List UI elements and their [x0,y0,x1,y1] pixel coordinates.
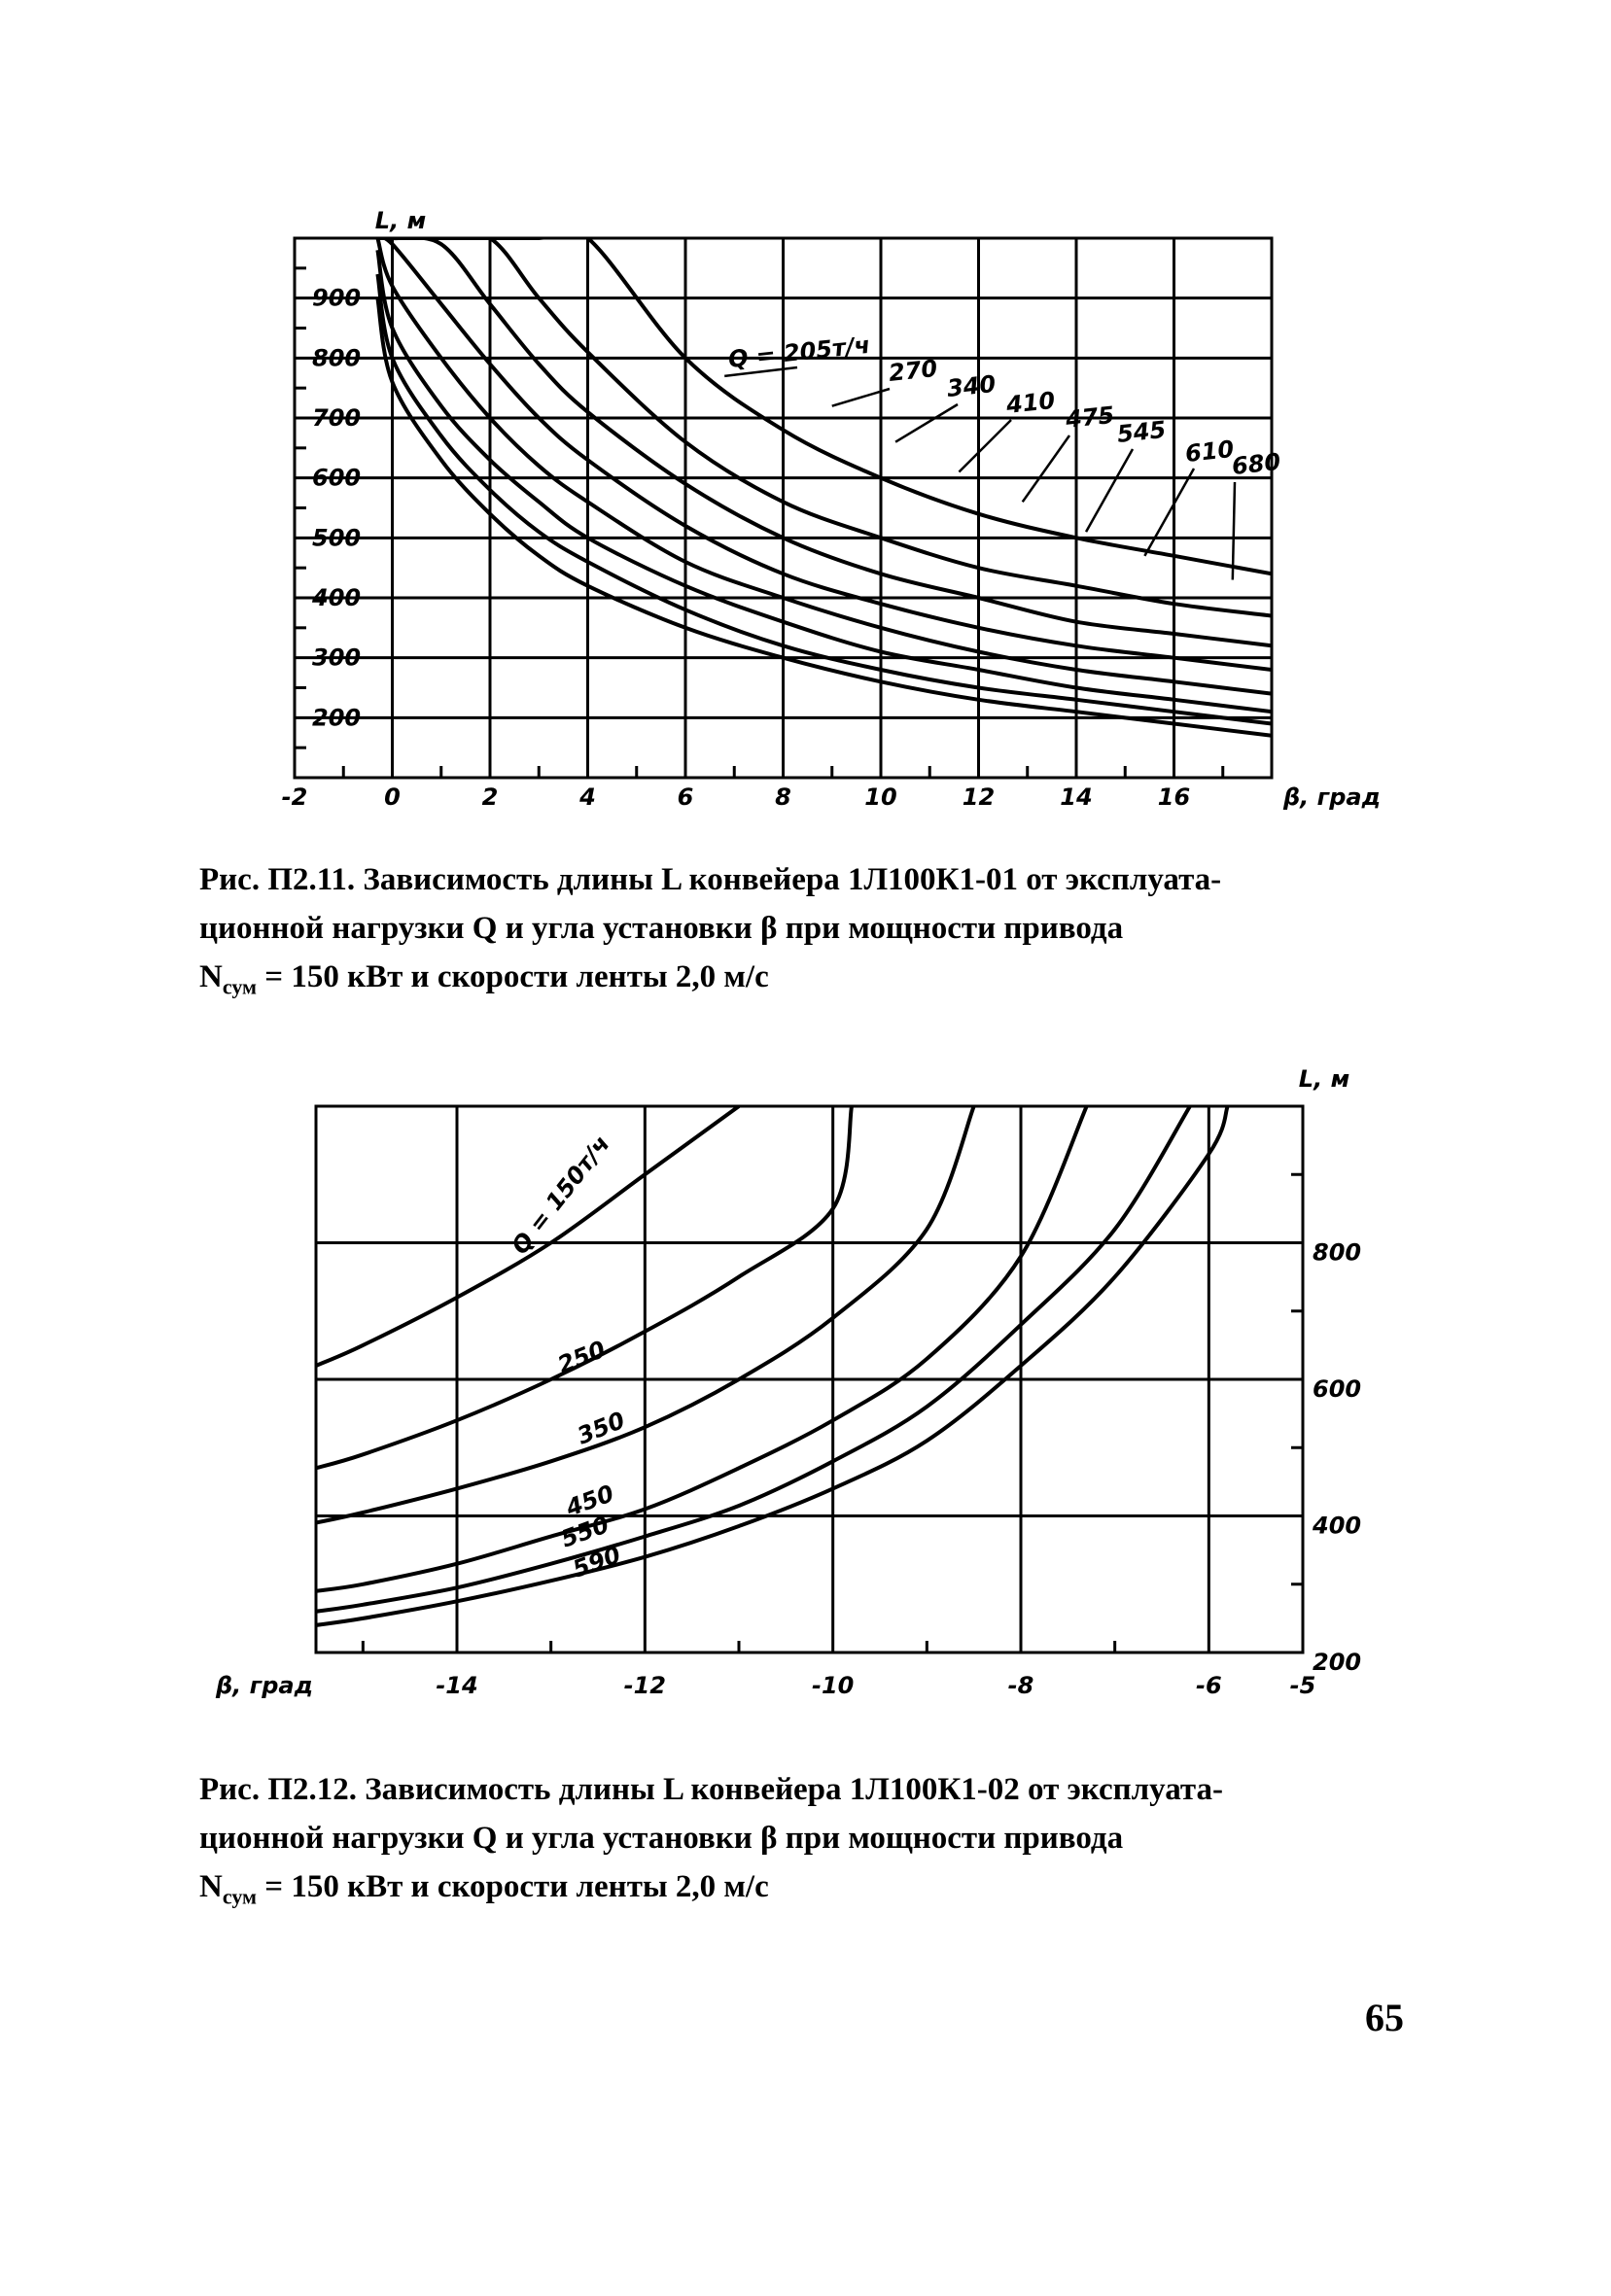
chart1-label-leader [1023,435,1069,502]
chart1-x-tick-label: -2 [281,783,308,811]
chart1-x-tick-label: 12 [962,783,996,811]
chart2-y-tick-label: 800 [1313,1238,1362,1267]
caption-fig-p2-11 [199,855,1434,1012]
chart1-label-leader [1144,469,1194,556]
caption-line: Рис. П2.11. Зависимость длины L конвейера 1Л100К1-01 от эксплуата- [199,862,1222,897]
chart1-series-line [377,298,1272,736]
chart1-y-tick-label: 800 [312,344,362,372]
chart1-x-tick-label: 0 [384,783,401,811]
caption-text: = 150 кВт и скорости ленты 2,0 м/с [257,1869,769,1904]
chart1-y-tick-label: 200 [312,704,362,732]
chart2-grid [316,1106,1303,1652]
chart1-x-axis-title: β, град [1283,783,1381,811]
chart1-label-leader [1086,449,1133,532]
chart1-x-tick-label: 2 [481,783,499,811]
chart1-series-label: Q = 205т/ч [726,330,872,373]
chart2-series-line [316,1106,1228,1625]
caption-fig-p2-12 [199,1765,1434,1922]
chart2-y-tick-label: 600 [1313,1375,1362,1403]
chart1-label-leader [895,404,958,442]
chart2-y-tick-label: 400 [1313,1512,1362,1540]
chart2-y-tick-label: 200 [1313,1649,1362,1676]
chart1-series-label: 545 [1115,415,1168,448]
chart-fig-p2-11 [282,207,1381,811]
chart1-series-label: 680 [1230,447,1282,480]
chart1-y-tick-label: 700 [312,404,362,432]
chart2-x-tick-label: -6 [1195,1672,1222,1699]
chart1-y-tick-label: 400 [312,584,362,611]
chart2-x-tick-label: -10 [811,1672,855,1699]
chart1-series-label: 340 [945,369,998,402]
chart2-x-tick-label: -14 [436,1672,478,1699]
chart2-x-tick-label: -5 [1289,1672,1316,1699]
chart1-series-line [377,250,1272,712]
chart1-x-tick-label: 16 [1157,783,1191,811]
chart1-series-line [377,238,1272,694]
chart1-x-tick-label: 14 [1060,783,1093,811]
caption-symbol: N [199,959,223,994]
chart1-y-axis-title: L, м [374,207,427,234]
chart1-y-tick-label: 600 [312,464,362,492]
caption-line [199,953,1434,1012]
chart2-series-label: 350 [573,1406,629,1450]
caption-subscript: сум [222,1884,258,1909]
chart1-series-label: 475 [1064,400,1116,434]
chart2-curves [316,1106,1228,1625]
chart2-series-label: 550 [557,1511,613,1553]
chart2-series-label: 450 [562,1479,618,1522]
chart1-label-leader [959,420,1011,472]
chart1-x-tick-label: 4 [579,783,596,811]
chart1-series-line [377,229,1272,574]
chart2-x-tick-label: -8 [1007,1672,1034,1699]
chart1-y-tick-label: 900 [312,284,362,312]
caption-symbol: N [199,1869,223,1904]
chart2-series-label: 590 [569,1541,625,1583]
chart1-x-tick-label: 6 [677,783,694,811]
chart2-x-tick-label: -12 [623,1672,667,1699]
caption-text: = 150 кВт и скорости ленты 2,0 м/с [257,959,769,994]
chart2-series-label: 250 [553,1335,610,1379]
chart1-y-tick-label: 300 [312,644,362,672]
chart1-grid [295,238,1272,778]
chart1-x-tick-label: 10 [864,783,897,811]
chart1-series-label: 410 [1004,386,1057,419]
caption-line: Рис. П2.12. Зависимость длины L конвейера 1Л100К1-02 от эксплуата- [199,1772,1223,1807]
chart1-series-label: 610 [1183,435,1236,468]
chart2-y-axis-title: L, м [1298,1065,1350,1093]
chart1-series-label: 270 [887,354,939,387]
caption-line [199,1862,1434,1922]
chart1-curves [377,229,1272,736]
caption-subscript: сум [222,974,258,999]
chart2-series-line [316,1106,1190,1612]
page-number: 65 [1365,1996,1404,2039]
caption-line: ционной нагрузки Q и угла установки β при мощности привода [199,1821,1124,1856]
caption-line: ционной нагрузки Q и угла установки β при мощности привода [199,911,1124,946]
chart1-y-tick-label: 500 [312,524,362,552]
chart1-x-tick-label: 8 [775,783,791,811]
chart2-x-axis-title: β, град [216,1672,313,1699]
chart-fig-p2-12 [215,1065,1361,1699]
chart2-series-label: Q = 150т/ч [506,1131,615,1260]
